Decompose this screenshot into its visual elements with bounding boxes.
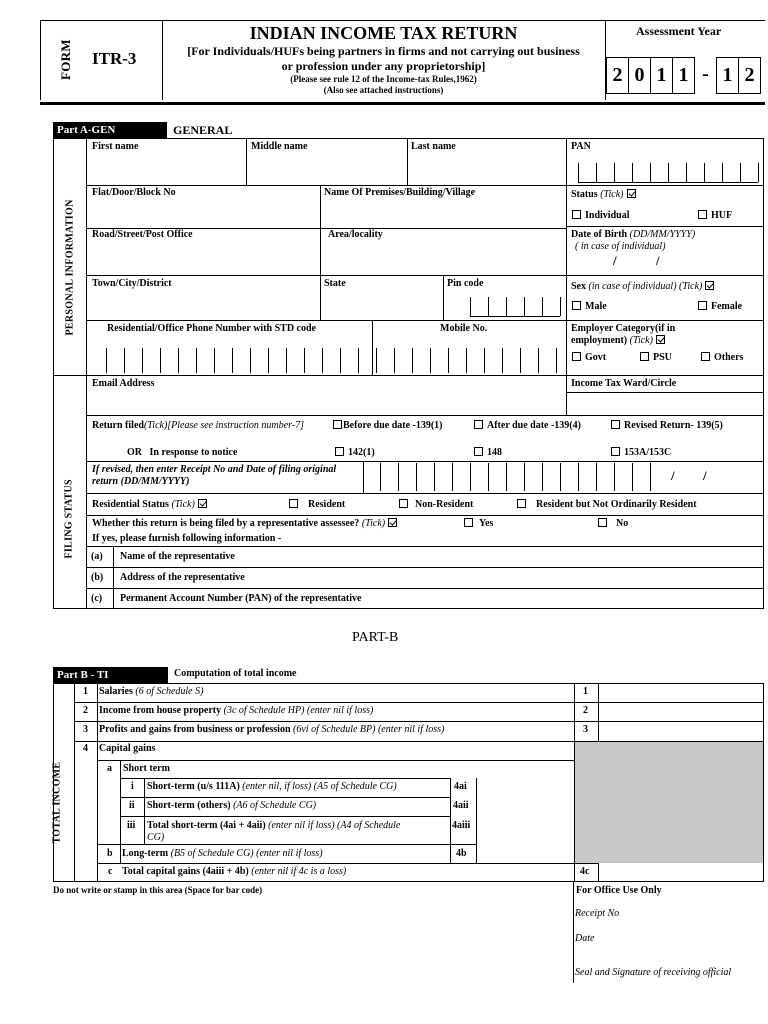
total-cg-ref: 4c	[580, 866, 590, 877]
rep-address-label: Address of the representative	[120, 572, 245, 583]
checkbox-icon	[474, 447, 483, 456]
yes-checkbox[interactable]: Yes	[464, 518, 493, 529]
sub-row-ref: 4ai	[454, 781, 467, 792]
stcg-total-label: Total short-term (4ai + 4aii) (enter nil if loss) (A4 of Schedule	[147, 820, 401, 831]
year-digit: 1	[716, 57, 739, 94]
total-cg-amount[interactable]	[599, 864, 762, 880]
checkbox-icon	[640, 352, 649, 361]
area-field[interactable]	[321, 241, 565, 274]
checkbox-icon	[598, 518, 607, 527]
checkbox-icon	[335, 447, 344, 456]
pan-label: PAN	[571, 141, 591, 152]
office-use-label: For Office Use Only	[576, 885, 662, 896]
date-slash: /	[703, 468, 707, 483]
rep-item-key: (c)	[91, 593, 103, 604]
year-digit: 0	[628, 57, 651, 94]
road-field[interactable]	[87, 241, 319, 274]
sub-row-ref: 4aii	[453, 800, 469, 811]
checkbox-icon	[698, 210, 707, 219]
rep-item-key: (a)	[91, 551, 103, 562]
dob-slash: /	[613, 253, 617, 268]
part-b-heading: PART-B	[352, 630, 399, 645]
checkbox-icon	[611, 447, 620, 456]
receipt-no-field[interactable]	[380, 463, 650, 491]
flat-label: Flat/Door/Block No	[92, 187, 176, 198]
last-name-label: Last name	[411, 141, 456, 152]
checkbox-icon	[333, 420, 342, 429]
individual-checkbox[interactable]: Individual	[572, 210, 629, 221]
tick-icon	[656, 335, 665, 344]
side-label-personal: PERSONAL INFORMATION	[64, 199, 76, 336]
business-profits-label: Profits and gains from business or profession (6vi of Schedule BP) (enter nil if loss)	[99, 724, 445, 735]
govt-checkbox[interactable]: Govt	[572, 352, 606, 363]
stcg-111a-label: Short-term (u/s 111A) (enter nil, if loss) (A5 of Schedule CG)	[147, 781, 397, 792]
checkbox-icon	[572, 301, 581, 310]
others-checkbox[interactable]: Others	[701, 352, 743, 363]
checkbox-icon	[572, 210, 581, 219]
rep-name-label: Name of the representative	[120, 551, 235, 562]
email-field[interactable]	[87, 390, 565, 414]
checkbox-icon	[289, 499, 298, 508]
after-due-checkbox[interactable]: After due date -139(4)	[474, 420, 581, 431]
sub-row-no: i	[131, 781, 134, 792]
rep-pan-label: Permanent Account Number (PAN) of the representative	[120, 593, 362, 604]
row-no: 2	[83, 705, 88, 716]
checkbox-icon	[399, 499, 408, 508]
town-field[interactable]	[87, 290, 319, 319]
checkbox-icon	[572, 352, 581, 361]
notice-153-checkbox[interactable]: 153A/153C	[611, 447, 671, 458]
shaded-area	[574, 741, 763, 863]
stcg-others-amount[interactable]	[477, 798, 573, 815]
residential-status-label: Residential Status (Tick)	[92, 499, 207, 510]
ltcg-ref: 4b	[456, 848, 467, 859]
short-term-label: Short term	[123, 763, 170, 774]
male-checkbox[interactable]: Male	[572, 301, 607, 312]
notice-142-checkbox[interactable]: 142(1)	[335, 447, 375, 458]
notice-148-checkbox[interactable]: 148	[474, 447, 502, 458]
row-ref: 2	[583, 705, 588, 716]
side-label-filing: FILING STATUS	[63, 479, 75, 559]
stcg-others-label: Short-term (others) (A6 of Schedule CG)	[147, 800, 317, 811]
checkbox-icon	[701, 352, 710, 361]
mobile-label: Mobile No.	[440, 323, 488, 334]
if-revised-label-1: If revised, then enter Receipt No and Date of filing original	[92, 464, 337, 475]
row-no: 3	[83, 724, 88, 735]
if-revised-label-2: return (DD/MM/YYYY)	[92, 476, 190, 487]
date-slash: /	[671, 468, 675, 483]
tick-icon	[388, 518, 397, 527]
part-a-tag: Part A-GEN	[53, 122, 167, 138]
row-no: 1	[83, 686, 88, 697]
year-digit: 1	[672, 57, 695, 94]
premises-label: Name Of Premises/Building/Village	[324, 187, 476, 198]
receipt-no-label: Receipt No	[575, 908, 620, 919]
revised-checkbox[interactable]: Revised Return- 139(5)	[611, 420, 723, 431]
non-resident-checkbox[interactable]: Non-Resident	[399, 499, 473, 510]
mobile-field[interactable]	[376, 348, 561, 373]
barcode-note: Do not write or stamp in this area (Space for bar code)	[53, 885, 263, 895]
house-property-amount[interactable]	[599, 703, 762, 720]
form-subtitle-line1: [For Individuals/HUFs being partners in firms and not carrying out business	[187, 44, 580, 58]
salaries-label: Salaries (6 of Schedule S)	[99, 686, 204, 697]
state-field[interactable]	[321, 290, 442, 319]
road-label: Road/Street/Post Office	[92, 229, 193, 240]
pin-label: Pin code	[447, 278, 484, 289]
ltcg-amount[interactable]	[477, 845, 573, 862]
dob-field[interactable]	[567, 252, 763, 274]
return-filed-label: Return filed(Tick)[Please see instruction number-7]	[92, 420, 305, 431]
ward-label: Income Tax Ward/Circle	[571, 378, 677, 389]
no-checkbox[interactable]: No	[598, 518, 628, 529]
female-checkbox[interactable]: Female	[698, 301, 742, 312]
house-property-label: Income from house property (3c of Schedule HP) (enter nil if loss)	[99, 705, 374, 716]
date-label: Date	[575, 933, 595, 944]
premises-field[interactable]	[321, 199, 565, 227]
before-due-checkbox[interactable]: Before due date -139(1)	[333, 420, 443, 431]
form-subtitle-line2: or profession under any proprietorship]	[281, 59, 486, 73]
year-digit: -	[702, 63, 709, 85]
resident-checkbox[interactable]: Resident	[289, 499, 345, 510]
first-name-label: First name	[92, 141, 139, 152]
long-term-key: b	[107, 848, 113, 859]
year-digit: 1	[650, 57, 673, 94]
sub-row-no: iii	[127, 820, 136, 831]
tick-icon	[705, 281, 714, 290]
form-code: ITR-3	[92, 49, 137, 68]
psu-checkbox[interactable]: PSU	[640, 352, 672, 363]
middle-name-label: Middle name	[251, 141, 308, 152]
sex-label: Sex (in case of individual) (Tick)	[571, 281, 714, 292]
dob-note: ( in case of individual)	[575, 241, 666, 252]
instructions-note: (Also see attached instructions)	[323, 85, 444, 95]
salaries-amount[interactable]	[599, 684, 762, 701]
notice-label: OR In response to notice	[127, 447, 238, 458]
side-label-total-income: TOTAL INCOME	[51, 761, 63, 844]
year-digit: 2	[606, 57, 629, 94]
form-title: INDIAN INCOME TAX RETURN	[249, 23, 518, 43]
rnor-checkbox[interactable]: Resident but Not Ordinarily Resident	[517, 499, 697, 510]
employer-label-1: Employer Category(if in	[571, 323, 676, 334]
form-word: FORM	[58, 39, 73, 80]
checkbox-icon	[474, 420, 483, 429]
stcg-111a-amount[interactable]	[477, 779, 573, 796]
email-label: Email Address	[92, 378, 155, 389]
row-ref: 3	[583, 724, 588, 735]
huf-checkbox[interactable]: HUF	[698, 210, 732, 221]
stcg-total-amount[interactable]	[477, 817, 573, 843]
ward-field[interactable]	[567, 393, 763, 414]
pan-field[interactable]	[578, 163, 758, 183]
flat-field[interactable]	[87, 199, 319, 227]
first-name-field[interactable]	[87, 153, 245, 184]
representative-question: Whether this return is being filed by a representative assessee? (Tick)	[92, 518, 397, 529]
status-label: Status (Tick)	[571, 189, 636, 200]
phone-field[interactable]	[106, 348, 368, 373]
checkbox-icon	[464, 518, 473, 527]
state-label: State	[324, 278, 346, 289]
checkbox-icon	[517, 499, 526, 508]
part-b-tag: Part B - TI	[53, 667, 168, 683]
assessment-year-label: Assessment Year	[636, 24, 722, 38]
business-profits-amount[interactable]	[599, 722, 762, 740]
last-name-field[interactable]	[408, 153, 565, 184]
furnish-note: If yes, please furnish following information -	[92, 533, 282, 544]
checkbox-icon	[611, 420, 620, 429]
stcg-total-label-cont: CG)	[147, 832, 165, 843]
year-digit: 2	[738, 57, 761, 94]
phone-label: Residential/Office Phone Number with STD code	[107, 323, 316, 334]
tick-icon	[627, 189, 636, 198]
middle-name-field[interactable]	[247, 153, 406, 184]
part-a-heading: GENERAL	[173, 123, 233, 137]
ltcg-label: Long-term (B5 of Schedule CG) (enter nil if loss)	[122, 848, 323, 859]
row-no: 4	[83, 743, 88, 754]
total-cg-label: Total capital gains (4aiii + 4b) (enter nil if 4c is a loss)	[122, 866, 347, 877]
tick-icon	[198, 499, 207, 508]
employer-label-2: employment) (Tick)	[571, 335, 665, 346]
dob-label: Date of Birth (DD/MM/YYYY)	[571, 229, 696, 240]
town-label: Town/City/District	[92, 278, 172, 289]
sub-row-no: ii	[129, 800, 135, 811]
capital-gains-label: Capital gains	[99, 743, 156, 754]
rep-item-key: (b)	[91, 572, 104, 583]
rule-note: (Please see rule 12 of the Income-tax Rules,1962)	[290, 74, 477, 84]
sub-row-ref: 4aiii	[452, 820, 471, 831]
pin-field[interactable]	[470, 297, 560, 317]
row-ref: 1	[583, 686, 588, 697]
seal-label: Seal and Signature of receiving official	[575, 967, 732, 978]
part-b-title: Computation of total income	[174, 668, 297, 679]
area-label: Area/locality	[328, 229, 383, 240]
short-term-key: a	[107, 763, 112, 774]
checkbox-icon	[698, 301, 707, 310]
dob-slash: /	[656, 253, 660, 268]
total-cg-key: c	[108, 866, 113, 877]
